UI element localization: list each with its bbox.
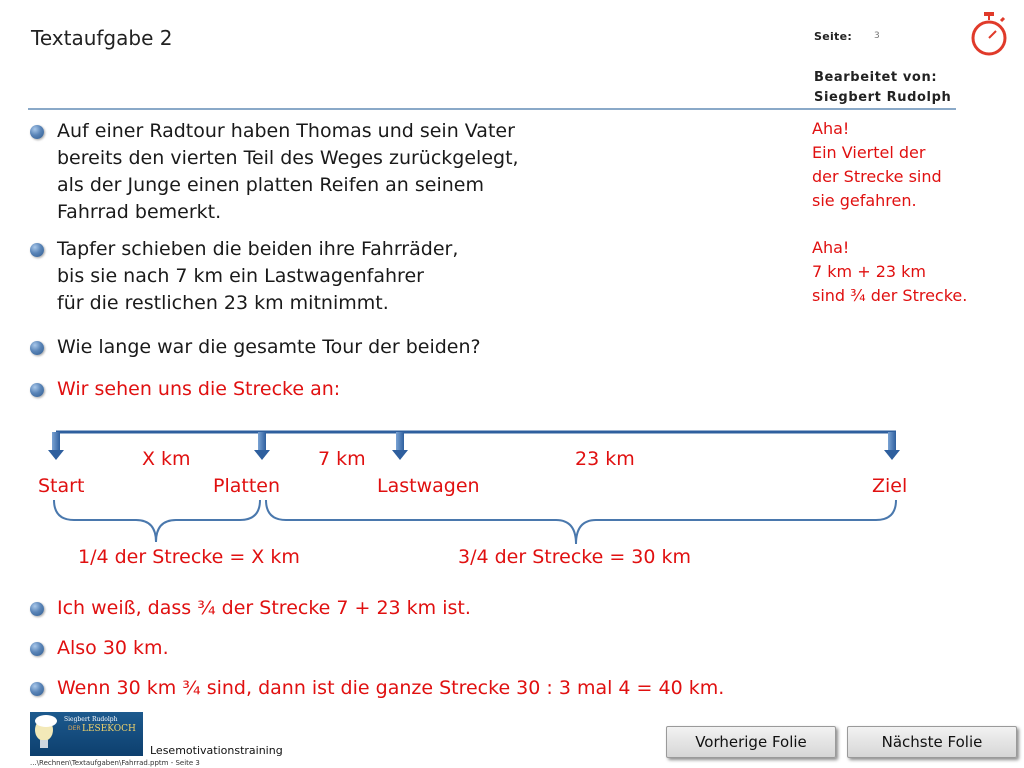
previous-slide-button[interactable]: Vorherige Folie	[666, 726, 836, 758]
page-number: 3	[874, 31, 880, 41]
logo-lesekoch: LESEKOCH	[82, 724, 136, 734]
platten-arrow	[254, 432, 270, 460]
ziel-arrow	[884, 432, 900, 460]
solution-intro	[30, 376, 340, 403]
author-name: Siegbert Rudolph	[814, 90, 952, 105]
point-lastwagen: Lastwagen	[377, 475, 480, 497]
point-platten: Platten	[213, 475, 281, 497]
solution-step-text: Ich weiß, dass ¾ der Strecke 7 + 23 km ist.	[57, 597, 471, 619]
paragraph-1	[30, 118, 519, 226]
question-text: Wie lange war die gesamte Tour der beiden?	[57, 336, 481, 358]
distance-7: 7 km	[318, 448, 366, 470]
start-arrow	[48, 432, 64, 460]
logo-name: Siegbert Rudolph	[64, 716, 118, 723]
side-note-2: Aha! 7 km + 23 km sind ¾ der Strecke.	[812, 238, 968, 305]
three-quarter-brace	[266, 500, 896, 544]
route-diagram	[30, 420, 930, 580]
page-label: Seite:	[814, 30, 853, 43]
point-ziel: Ziel	[872, 475, 908, 497]
quarter-brace	[54, 500, 260, 542]
bullet-icon	[30, 602, 44, 616]
paragraph-2	[30, 236, 458, 317]
solution-step-1	[30, 595, 471, 622]
distance-23: 23 km	[575, 448, 635, 470]
paragraph-text: Auf einer Radtour haben Thomas und sein Vater bereits den vierten Teil des Weges zurückgelegt, als der Junge einen platten Reifen an seinem Fahrrad bemerkt.	[57, 120, 519, 223]
three-quarter-label: 3/4 der Strecke = 30 km	[458, 546, 692, 568]
side-note-1: Aha! Ein Viertel der der Strecke sind sie gefahren.	[812, 119, 942, 210]
footer-path: ...\Rechnen\Textaufgaben\Fahrrad.pptm - Seite 3	[30, 759, 200, 767]
logo-der: DER	[68, 725, 81, 732]
lastwagen-arrow	[392, 432, 408, 460]
bullet-icon	[30, 682, 44, 696]
solution-step-text: Wenn 30 km ¾ sind, dann ist die ganze Strecke 30 : 3 mal 4 = 40 km.	[57, 677, 725, 699]
solution-step-text: Also 30 km.	[57, 637, 169, 659]
solution-step-3	[30, 675, 724, 702]
bullet-icon	[30, 341, 44, 355]
bullet-icon	[30, 125, 44, 139]
header-divider	[28, 108, 956, 110]
solution-intro-text: Wir sehen uns die Strecke an:	[57, 378, 341, 400]
lesekoch-logo	[30, 712, 143, 756]
stopwatch-icon	[968, 10, 1010, 58]
bullet-icon	[30, 243, 44, 257]
bullet-icon	[30, 642, 44, 656]
quarter-label: 1/4 der Strecke = X km	[78, 546, 300, 568]
solution-step-2	[30, 635, 169, 662]
next-slide-button[interactable]: Nächste Folie	[847, 726, 1017, 758]
bullet-icon	[30, 383, 44, 397]
author-label: Bearbeitet von:	[814, 70, 938, 85]
slide-title: Textaufgabe 2	[31, 26, 173, 50]
question	[30, 334, 481, 361]
paragraph-text: Tapfer schieben die beiden ihre Fahrräder, bis sie nach 7 km ein Lastwagenfahrer für die restlichen 23 km mitnimmt.	[57, 238, 459, 314]
author-block	[814, 68, 951, 108]
point-start: Start	[38, 475, 85, 497]
distance-x: X km	[142, 448, 191, 470]
footer-brand: Lesemotivationstraining	[150, 744, 283, 757]
